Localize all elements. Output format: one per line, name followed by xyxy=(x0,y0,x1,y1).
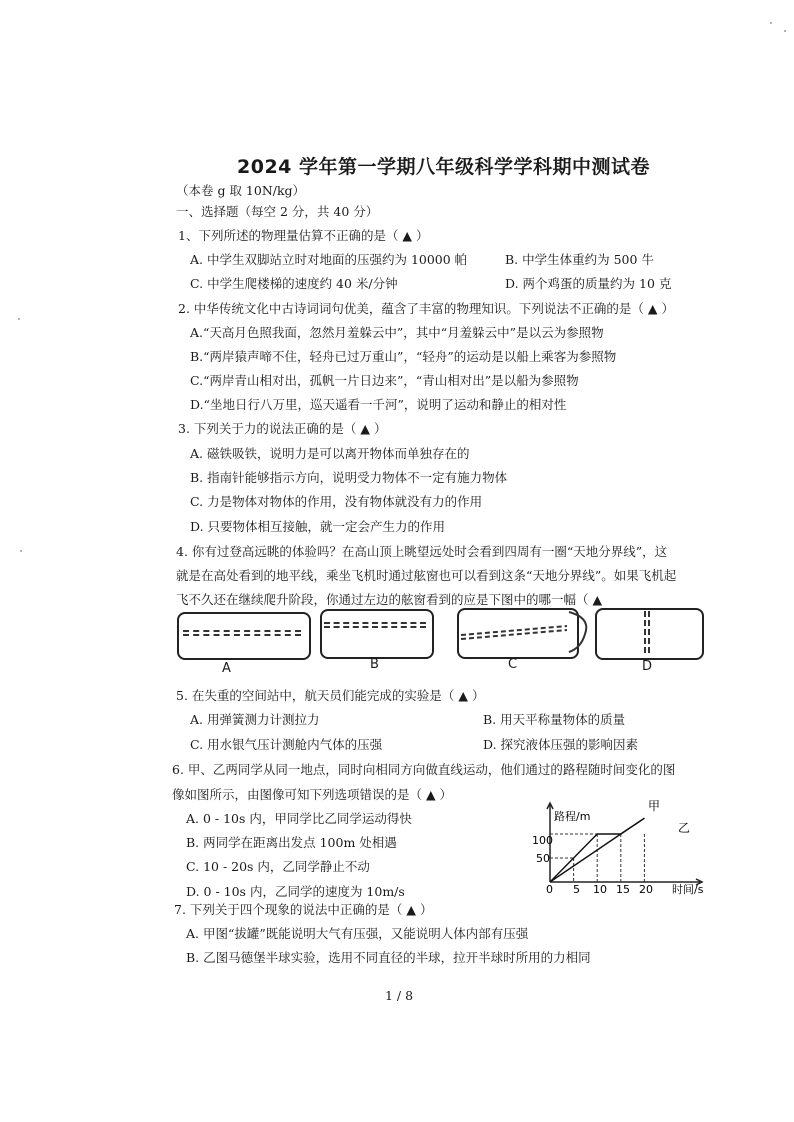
window-label-c: C xyxy=(508,657,518,672)
q5-option-d: D. 探究液体压强的影响因素 xyxy=(483,737,639,752)
q1-stem: 1、下列所述的物理量估算不正确的是（ ▲ ） xyxy=(178,228,429,243)
window-label-d: D xyxy=(642,659,653,674)
q3-option-c: C. 力是物体对物体的作用，没有物体就没有力的作用 xyxy=(190,494,483,509)
exam-title: 2024 学年第一学期八年级科学学科期中测试卷 xyxy=(237,156,650,178)
series-label-yi: 乙 xyxy=(678,821,691,835)
q6-option-d: D. 0 - 10s 内，乙同学的速度为 10m/s xyxy=(186,884,405,899)
q6-option-c: C. 10 - 20s 内，乙同学静止不动 xyxy=(186,859,370,874)
q4-line-3: 飞不久还在继续爬升阶段，你通过左边的舷窗看到的应是下图中的哪一幅（ ▲ xyxy=(176,592,603,607)
page-number: 1 / 8 xyxy=(385,988,414,1003)
y-tick-100: 100 xyxy=(532,834,553,847)
q5-option-a: A. 用弹簧测力计测拉力 xyxy=(190,712,320,727)
window-label-b: B xyxy=(370,657,379,672)
q6-option-a: A. 0 - 10s 内，甲同学比乙同学运动得快 xyxy=(186,811,412,826)
q3-option-b: B. 指南针能够指示方向，说明受力物体不一定有施力物体 xyxy=(190,470,508,485)
q2-option-b: B.“两岸猿声啼不住，轻舟已过万重山”，“轻舟”的运动是以船上乘客为参照物 xyxy=(190,349,617,364)
x-tick-5: 5 xyxy=(573,883,580,896)
q4-line-1: 4. 你有过登高远眺的体验吗？在高山顶上眺望远处时会看到四周有一圈“天地分界线”，这 xyxy=(176,544,668,559)
q7-stem: 7. 下列关于四个现象的说法中正确的是（ ▲ ） xyxy=(174,902,433,917)
q3-stem: 3. 下列关于力的说法正确的是（ ▲ ） xyxy=(178,421,387,436)
x-tick-15: 15 xyxy=(616,883,630,896)
gravity-note: （本卷 g 取 10N/kg） xyxy=(176,183,306,198)
q2-option-c: C.“两岸青山相对出，孤帆一片日边来”，“青山相对出”是以船为参照物 xyxy=(190,373,579,388)
q1-option-c: C. 中学生爬楼梯的速度约 40 米/分钟 xyxy=(190,276,398,291)
window-label-a: A xyxy=(222,661,231,676)
x-axis-label: 时间/s xyxy=(672,883,704,896)
q1-option-b: B. 中学生体重约为 500 牛 xyxy=(505,252,654,267)
q6-line-1: 6. 甲、乙两同学从同一地点，同时向相同方向做直线运动，他们通过的路程随时间变化的图 xyxy=(172,762,676,777)
q1-option-a: A. 中学生双脚站立时对地面的压强约为 10000 帕 xyxy=(190,252,468,267)
q3-option-d: D. 只要物体相互接触，就一定会产生力的作用 xyxy=(190,519,446,534)
series-label-jia: 甲 xyxy=(648,799,661,813)
q3-option-a: A. 磁铁吸铁，说明力是可以离开物体而单独存在的 xyxy=(190,446,470,461)
q7-option-b: B. 乙图马德堡半球实验，选用不同直径的半球，拉开半球时所用的力相同 xyxy=(186,950,591,965)
y-tick-50: 50 xyxy=(536,852,550,865)
section-heading: 一、选择题（每空 2 分，共 40 分） xyxy=(176,204,379,219)
x-tick-20: 20 xyxy=(639,883,653,896)
q5-option-c: C. 用水银气压计测舱内气体的压强 xyxy=(190,737,383,752)
q2-option-a: A.“天高月色照我面，忽然月羞躲云中”，其中“月羞躲云中”是以云为参照物 xyxy=(190,325,604,340)
q4-line-2: 就是在高处看到的地平线，乘坐飞机时通过舷窗也可以看到这条“天地分界线”。如果飞机起 xyxy=(176,568,677,583)
distance-time-graph xyxy=(520,796,710,898)
q5-stem: 5. 在失重的空间站中，航天员们能完成的实验是（ ▲ ） xyxy=(176,688,485,703)
q1-option-d: D. 两个鸡蛋的质量约为 10 克 xyxy=(505,276,672,291)
q2-stem: 2. 中华传统文化中古诗词词句优美，蕴含了丰富的物理知识。下列说法不正确的是（ ▲ ） xyxy=(178,301,674,316)
x-tick-10: 10 xyxy=(593,883,607,896)
y-axis-label: 路程/m xyxy=(554,810,591,823)
q5-option-b: B. 用天平称量物体的质量 xyxy=(483,712,626,727)
q7-option-a: A. 甲图“拔罐”既能说明大气有压强，又能说明人体内部有压强 xyxy=(186,926,529,941)
x-tick-0: 0 xyxy=(546,883,553,896)
q6-option-b: B. 两同学在距离出发点 100m 处相遇 xyxy=(186,835,397,850)
q6-line-2: 像如图所示，由图像可知下列选项错误的是（ ▲ ） xyxy=(172,787,453,802)
q2-option-d: D.“坐地日行八万里，巡天遥看一千河”，说明了运动和静止的相对性 xyxy=(190,397,567,412)
